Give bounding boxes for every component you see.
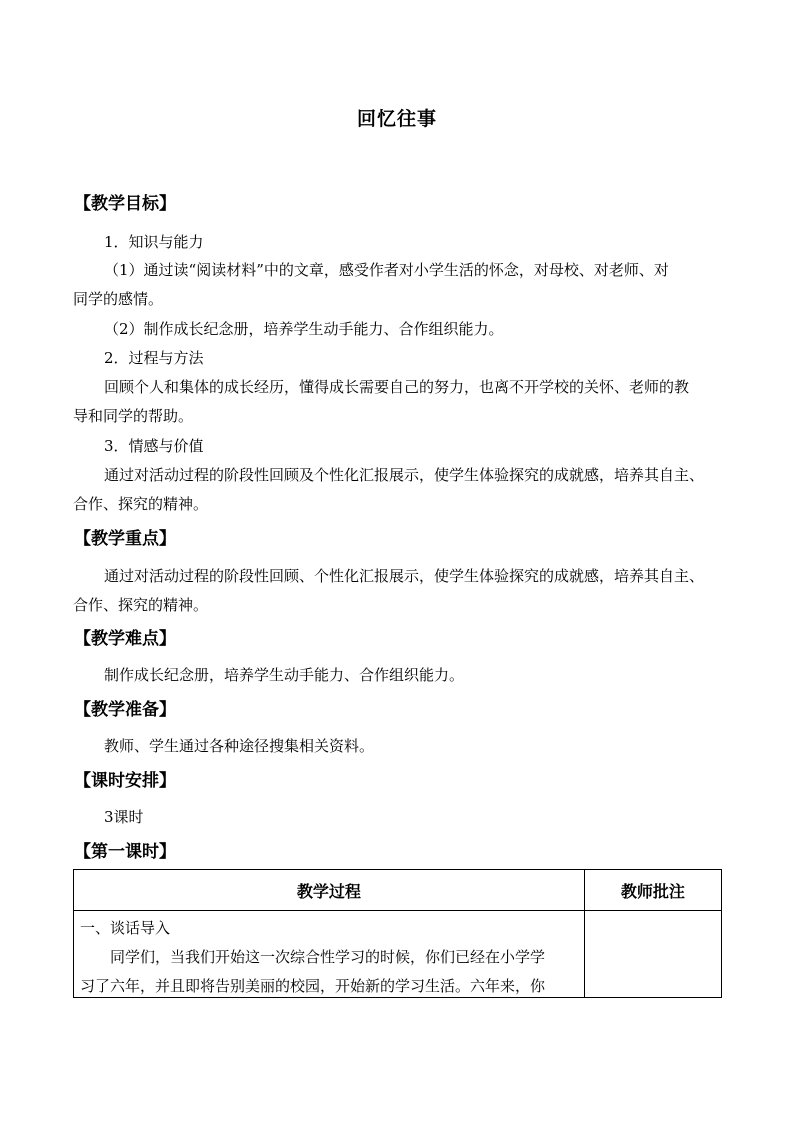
- cell-text-line: 一、谈话导入: [80, 919, 171, 937]
- process-cell: [74, 911, 585, 998]
- heading-teaching-goals: 【教学目标】: [74, 194, 176, 214]
- column-header-notes: 教师批注: [584, 870, 721, 911]
- text-line: 3课时: [104, 808, 144, 826]
- text-line: 教师、学生通过各种途径搜集相关资料。: [104, 737, 375, 755]
- text-line: 导和同学的帮助。: [73, 407, 194, 425]
- heading-preparation: 【教学准备】: [74, 700, 176, 720]
- text-line: （2）制作成长纪念册，培养学生动手能力、合作组织能力。: [104, 320, 504, 338]
- text-line: 制作成长纪念册，培养学生动手能力、合作组织能力。: [104, 666, 465, 684]
- table-header-row: [74, 870, 722, 911]
- heading-schedule: 【课时安排】: [74, 771, 176, 791]
- text-line: 1．知识与能力: [104, 233, 204, 251]
- heading-lesson-one: 【第一课时】: [74, 842, 176, 862]
- text-line: 通过对活动过程的阶段性回顾、个性化汇报展示，使学生体验探究的成就感，培养其自主、: [104, 567, 705, 585]
- notes-cell: [584, 911, 721, 998]
- text-line: （1）通过读“阅读材料”中的文章，感受作者对小学生活的怀念，对母校、对老师、对: [104, 261, 669, 279]
- column-header-process: 教学过程: [74, 870, 585, 911]
- text-line: 合作、探究的精神。: [73, 495, 209, 513]
- table-row: [74, 911, 722, 998]
- teaching-process-table: [73, 869, 722, 998]
- text-line: 同学的感情。: [73, 290, 164, 308]
- cell-text-line: 同学们，当我们开始这一次综合性学习的时候，你们已经在小学学: [110, 948, 546, 966]
- text-line: 3．情感与价值: [104, 437, 204, 455]
- cell-text-line: 习了六年，并且即将告别美丽的校园，开始新的学习生活。六年来，你: [80, 977, 546, 995]
- heading-difficulties: 【教学难点】: [74, 629, 176, 649]
- text-line: 2．过程与方法: [104, 349, 204, 367]
- text-line: 合作、探究的精神。: [73, 596, 209, 614]
- text-line: 回顾个人和集体的成长经历，懂得成长需要自己的努力，也离不开学校的关怀、老师的教: [104, 378, 690, 396]
- page-title: 回忆往事: [356, 108, 437, 130]
- text-line: 通过对活动过程的阶段性回顾及个性化汇报展示，使学生体验探究的成就感，培养其自主、: [104, 466, 705, 484]
- heading-key-points: 【教学重点】: [74, 529, 176, 549]
